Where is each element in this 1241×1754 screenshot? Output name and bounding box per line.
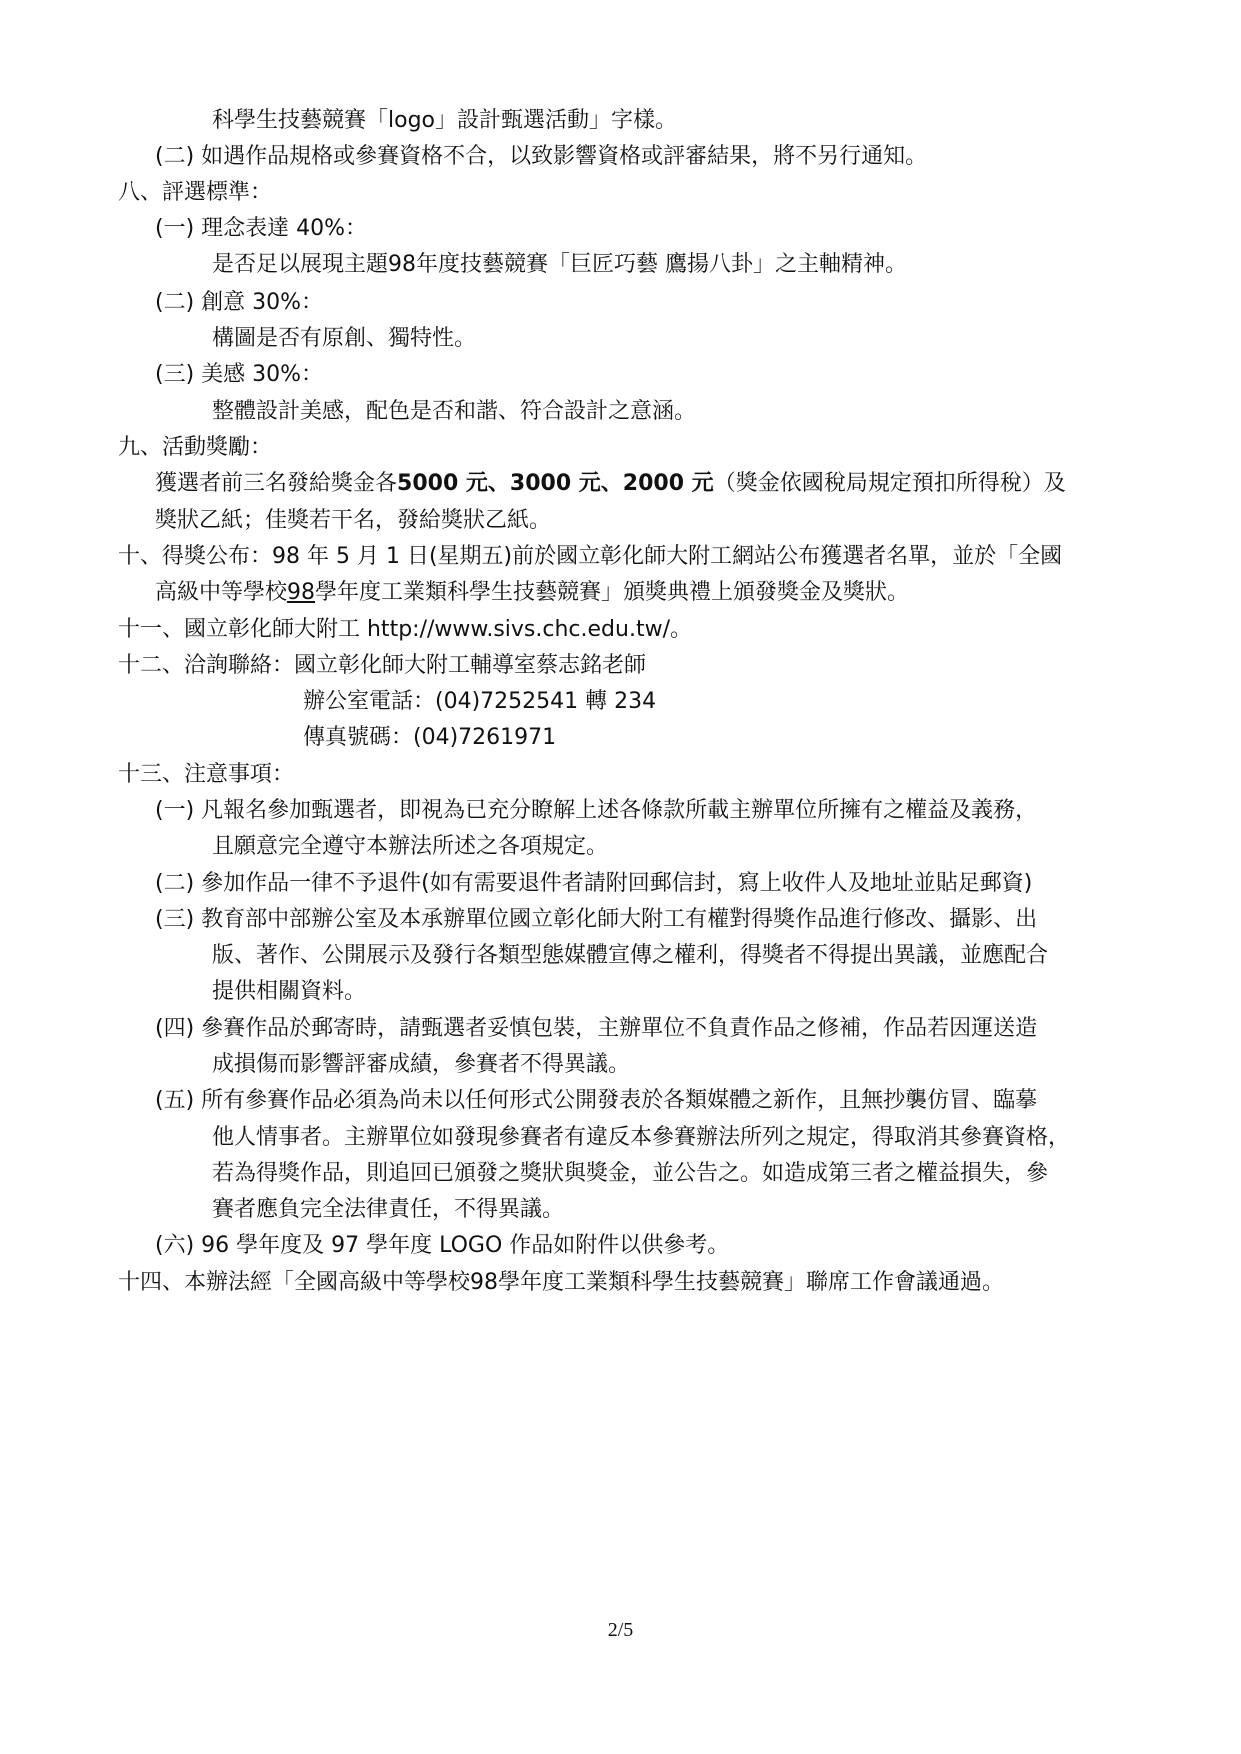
section-heading: 十三、注意事項： bbox=[118, 762, 295, 787]
text-line: 科學生技藝競賽「logo」設計甄選活動」字樣。 bbox=[212, 108, 677, 133]
text-line: 辦公室電話：(04)7252541 轉 234 bbox=[303, 689, 657, 714]
text-line: 構圖是否有原創、獨特性。 bbox=[212, 326, 477, 351]
text-line: 若為得獎作品，則追回已頒發之獎狀與獎金，並公告之。如造成第三者之權益損失，參 bbox=[212, 1161, 1049, 1186]
text-line: 他人情事者。主辦單位如發現參賽者有違反本參賽辦法所列之規定，得取消其參賽資格， bbox=[212, 1125, 1071, 1150]
text-line: 獎狀乙紙；佳獎若干名，發給獎狀乙紙。 bbox=[155, 508, 552, 533]
award-line bbox=[155, 469, 1066, 499]
award-text-pre: 獲選者前三名發給獎金各 bbox=[155, 471, 398, 496]
text-line: 且願意完全遵守本辦法所述之各項規定。 bbox=[212, 834, 609, 859]
section-heading: 九、活動獎勵： bbox=[118, 435, 273, 460]
text-pre: 高級中等學校 bbox=[155, 580, 288, 605]
text-line: 賽者應負完全法律責任，不得異議。 bbox=[212, 1197, 565, 1222]
text-line: (四) 參賽作品於郵寄時，請甄選者妥慎包裝，主辦單位不負責作品之修補，作品若因運送造 bbox=[155, 1016, 1038, 1041]
section-heading: 十四、本辦法經「全國高級中等學校98學年度工業類科學生技藝競賽」聯席工作會議通過。 bbox=[118, 1270, 1004, 1295]
text-line: 是否足以展現主題98年度技藝競賽「巨匠巧藝 鷹揚八卦」之主軸精神。 bbox=[212, 252, 907, 277]
section-heading: 十二、洽詢聯絡：國立彰化師大附工輔導室蔡志銘老師 bbox=[118, 653, 647, 678]
section-heading: 十一、國立彰化師大附工 http://www.sivs.chc.edu.tw/。 bbox=[118, 617, 692, 642]
section-heading: 十、得獎公布：98 年 5 月 1 日(星期五)前於國立彰化師大附工網站公布獲選者名單，並於「全國 bbox=[118, 544, 1063, 569]
text-line: (三) 教育部中部辦公室及本承辦單位國立彰化師大附工有權對得獎作品進行修改、攝影、出 bbox=[155, 907, 1038, 932]
text-line bbox=[155, 578, 909, 608]
text-line: 提供相關資料。 bbox=[212, 979, 367, 1004]
text-line: (五) 所有參賽作品必須為尚未以任何形式公開發表於各類媒體之新作，且無抄襲仿冒、臨摹 bbox=[155, 1088, 1038, 1113]
text-line: (一) 凡報名參加甄選者，即視為已充分瞭解上述各條款所載主辦單位所擁有之權益及義務， bbox=[155, 798, 1038, 823]
text-line: (二) 如遇作品規格或參賽資格不合，以致影響資格或評審結果，將不另行通知。 bbox=[155, 144, 928, 169]
text-line: (六) 96 學年度及 97 學年度 LOGO 作品如附件以供參考。 bbox=[155, 1233, 730, 1258]
award-amounts: 5000 元、3000 元、2000 元 bbox=[397, 471, 714, 496]
text-post: 學年度工業類科學生技藝競賽」頒獎典禮上頒發獎金及獎狀。 bbox=[315, 580, 910, 605]
underlined-year: 98 bbox=[287, 580, 316, 605]
text-line: (一) 理念表達 40%： bbox=[155, 216, 368, 241]
text-line: 整體設計美感，配色是否和諧、符合設計之意涵。 bbox=[212, 399, 697, 424]
text-line: 版、著作、公開展示及發行各類型態媒體宣傳之權利，得獎者不得提出異議，並應配合 bbox=[212, 943, 1049, 968]
text-line: 傳真號碼：(04)7261971 bbox=[303, 725, 557, 750]
text-line: (三) 美感 30%： bbox=[155, 362, 324, 387]
text-line: (二) 參加作品一律不予退件(如有需要退件者請附回郵信封，寫上收件人及地址並貼足郵資) bbox=[155, 871, 1033, 896]
award-text-post: （獎金依國稅局規定預扣所得稅）及 bbox=[713, 471, 1066, 496]
section-heading: 八、評選標準： bbox=[118, 180, 273, 205]
text-line: (二) 創意 30%： bbox=[155, 290, 324, 315]
text-line: 成損傷而影響評審成績，參賽者不得異議。 bbox=[212, 1052, 631, 1077]
page-number: 2/5 bbox=[607, 1619, 634, 1641]
